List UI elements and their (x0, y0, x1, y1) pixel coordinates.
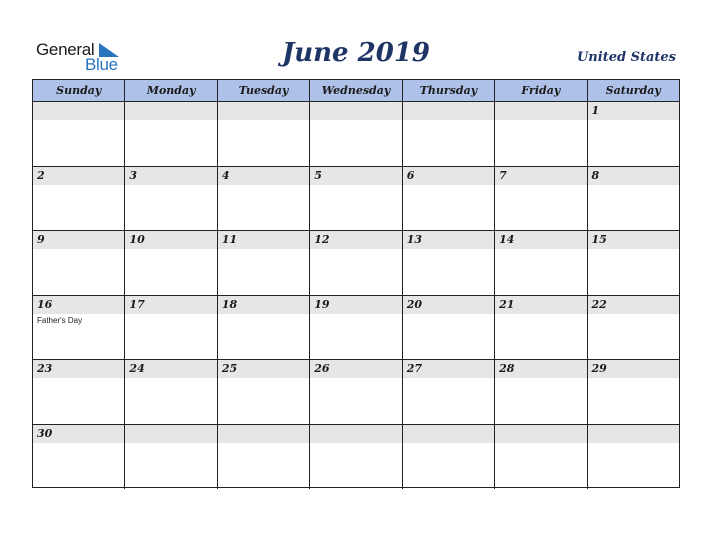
week-row (33, 102, 679, 167)
day-number: 3 (125, 167, 216, 185)
logo-text-general: General (36, 40, 95, 59)
country-label: United States (576, 50, 676, 65)
day-number: 22 (588, 296, 679, 314)
day-cell[interactable] (495, 102, 587, 166)
day-number: 1 (588, 102, 679, 120)
weekday-tuesday: Tuesday (218, 80, 310, 101)
day-cell[interactable] (33, 102, 125, 166)
day-number: 27 (403, 360, 494, 378)
day-number: 29 (588, 360, 679, 378)
day-cell[interactable] (403, 425, 495, 490)
day-cell[interactable] (403, 231, 495, 295)
day-cell[interactable] (125, 167, 217, 231)
week-row (33, 425, 679, 490)
day-number (495, 102, 586, 120)
day-number: 26 (310, 360, 401, 378)
day-number (310, 102, 401, 120)
day-number: 15 (588, 231, 679, 249)
day-cell[interactable] (218, 231, 310, 295)
weekday-thursday: Thursday (403, 80, 495, 101)
day-number (310, 425, 401, 443)
day-number: 4 (218, 167, 309, 185)
day-number: 28 (495, 360, 586, 378)
day-cell[interactable] (33, 167, 125, 231)
day-cell[interactable] (495, 360, 587, 424)
day-cell[interactable] (495, 296, 587, 360)
day-number (125, 102, 216, 120)
day-cell[interactable] (218, 360, 310, 424)
week-row (33, 167, 679, 232)
day-cell[interactable] (125, 296, 217, 360)
day-cell[interactable] (403, 360, 495, 424)
weekday-header-row (33, 80, 679, 102)
day-cell[interactable] (310, 296, 402, 360)
day-number (495, 425, 586, 443)
day-number: 19 (310, 296, 401, 314)
weekday-wednesday: Wednesday (310, 80, 402, 101)
weekday-saturday: Saturday (605, 84, 661, 97)
day-cell[interactable] (310, 360, 402, 424)
day-cell[interactable] (588, 231, 679, 295)
weekday-monday: Monday (125, 80, 217, 101)
day-number: 25 (218, 360, 309, 378)
day-cell[interactable] (588, 102, 679, 166)
day-number: 16 (33, 296, 124, 314)
day-number (33, 102, 124, 120)
day-number: 14 (495, 231, 586, 249)
calendar-grid (32, 79, 680, 488)
day-number (588, 425, 679, 443)
day-number: 10 (125, 231, 216, 249)
day-cell[interactable] (403, 167, 495, 231)
day-number: 6 (403, 167, 494, 185)
day-cell[interactable] (125, 102, 217, 166)
day-number (218, 102, 309, 120)
day-cell[interactable] (218, 425, 310, 490)
day-cell[interactable] (218, 102, 310, 166)
day-cell[interactable] (218, 167, 310, 231)
week-row (33, 360, 679, 425)
day-number: 9 (33, 231, 124, 249)
day-cell[interactable] (310, 231, 402, 295)
day-cell[interactable] (403, 296, 495, 360)
calendar-title: June 2019 (281, 38, 431, 68)
day-cell[interactable] (310, 102, 402, 166)
day-number (403, 425, 494, 443)
day-number (125, 425, 216, 443)
day-cell[interactable] (588, 296, 679, 360)
day-number: 30 (33, 425, 124, 443)
day-cell[interactable] (310, 167, 402, 231)
day-number: 11 (218, 231, 309, 249)
weeks-container (33, 102, 679, 489)
day-cell[interactable] (218, 296, 310, 360)
day-number: 21 (495, 296, 586, 314)
day-number: 17 (125, 296, 216, 314)
day-number: 24 (125, 360, 216, 378)
day-number: 5 (310, 167, 401, 185)
day-cell[interactable] (588, 425, 679, 490)
logo-text-blue: Blue (85, 55, 118, 74)
weekday-sunday: Sunday (33, 80, 125, 101)
day-cell[interactable] (403, 102, 495, 166)
week-row (33, 296, 679, 361)
week-row (33, 231, 679, 296)
day-cell[interactable] (125, 360, 217, 424)
holiday-label: Father's Day (37, 315, 83, 325)
day-number: 7 (495, 167, 586, 185)
day-cell[interactable] (33, 360, 125, 424)
day-cell[interactable] (310, 425, 402, 490)
day-cell[interactable] (33, 296, 125, 360)
day-number (403, 102, 494, 120)
weekday-friday: Friday (495, 80, 587, 101)
day-number: 18 (218, 296, 309, 314)
day-cell[interactable] (125, 231, 217, 295)
day-cell[interactable] (33, 231, 125, 295)
day-number: 2 (33, 167, 124, 185)
day-number: 23 (33, 360, 124, 378)
day-cell[interactable] (588, 167, 679, 231)
day-cell[interactable] (33, 425, 125, 490)
day-cell[interactable] (495, 231, 587, 295)
day-cell[interactable] (495, 425, 587, 490)
day-cell[interactable] (495, 167, 587, 231)
day-number (218, 425, 309, 443)
day-cell[interactable] (125, 425, 217, 490)
day-number: 13 (403, 231, 494, 249)
day-cell[interactable] (588, 360, 679, 424)
day-number: 8 (588, 167, 679, 185)
day-number: 20 (403, 296, 494, 314)
day-number: 12 (310, 231, 401, 249)
